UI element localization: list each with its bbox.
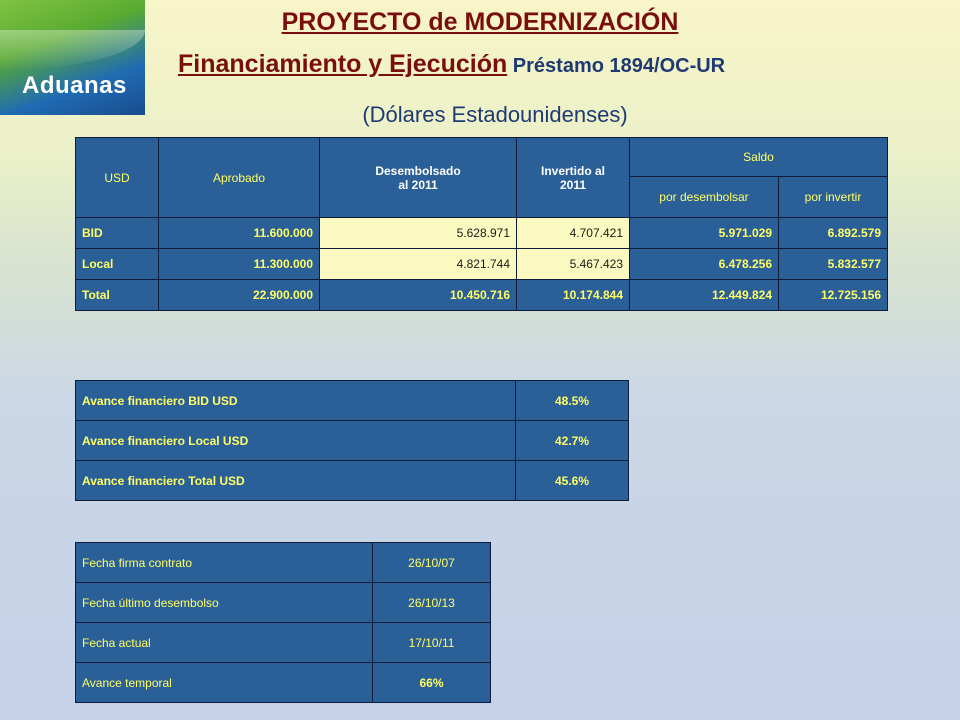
- col-header-por-invertir: por invertir: [779, 177, 888, 218]
- cell-invertido: 4.707.421: [517, 218, 630, 249]
- page-subtitle-line: [178, 50, 725, 79]
- progress-value: 42.7%: [516, 421, 629, 461]
- col-header-usd: USD: [76, 138, 159, 218]
- table-row: [76, 623, 491, 663]
- finance-table: [75, 137, 888, 311]
- col-header-invertido-l2: 2011: [559, 177, 587, 192]
- col-header-por-desembolsar: por desembolsar: [630, 177, 779, 218]
- cell-invertido: 10.174.844: [517, 280, 630, 311]
- col-header-aprobado: Aprobado: [159, 138, 320, 218]
- table-row: [76, 421, 629, 461]
- col-header-desembolsado-l2: al 2011: [398, 177, 438, 192]
- date-value: 26/10/07: [373, 543, 491, 583]
- date-label: Fecha actual: [76, 623, 373, 663]
- progress-value: 45.6%: [516, 461, 629, 501]
- row-label: BID: [76, 218, 159, 249]
- cell-por-invertir: 12.725.156: [779, 280, 888, 311]
- date-label: Fecha último desembolso: [76, 583, 373, 623]
- cell-desembolsado: 4.821.744: [320, 249, 517, 280]
- date-value: 17/10/11: [373, 623, 491, 663]
- date-value: 26/10/13: [373, 583, 491, 623]
- col-header-invertido: [517, 138, 630, 218]
- table-row: [76, 218, 888, 249]
- dates-table: [75, 542, 491, 703]
- row-label: Local: [76, 249, 159, 280]
- cell-por-desembolsar: 6.478.256: [630, 249, 779, 280]
- progress-value: 48.5%: [516, 381, 629, 421]
- cell-aprobado: 22.900.000: [159, 280, 320, 311]
- section-title: Financiamiento y Ejecución: [178, 50, 508, 78]
- date-label: Avance temporal: [76, 663, 373, 703]
- cell-por-desembolsar: 12.449.824: [630, 280, 779, 311]
- col-header-desembolsado-l1: Desembolsado: [375, 163, 461, 178]
- table-header-row: [76, 138, 888, 177]
- cell-invertido: 5.467.423: [517, 249, 630, 280]
- cell-por-invertir: 5.832.577: [779, 249, 888, 280]
- progress-label: Avance financiero Local USD: [76, 421, 516, 461]
- cell-aprobado: 11.300.000: [159, 249, 320, 280]
- currency-note: (Dólares Estadounidenses): [362, 102, 628, 127]
- progress-label: Avance financiero BID USD: [76, 381, 516, 421]
- table-row: [76, 543, 491, 583]
- table-row: [76, 663, 491, 703]
- progress-label: Avance financiero Total USD: [76, 461, 516, 501]
- col-header-saldo: Saldo: [630, 138, 888, 177]
- cell-por-invertir: 6.892.579: [779, 218, 888, 249]
- table-row: [76, 249, 888, 280]
- table-row-total: [76, 280, 888, 311]
- cell-desembolsado: 5.628.971: [320, 218, 517, 249]
- progress-table: [75, 380, 629, 501]
- table-row: [76, 583, 491, 623]
- cell-por-desembolsar: 5.971.029: [630, 218, 779, 249]
- table-row: [76, 381, 629, 421]
- loan-label: Préstamo 1894/OC-UR: [507, 55, 726, 77]
- page-title: PROYECTO de MODERNIZACIÓN: [281, 8, 679, 36]
- logo-text: Aduanas: [22, 72, 127, 99]
- row-label: Total: [76, 280, 159, 311]
- cell-desembolsado: 10.450.716: [320, 280, 517, 311]
- date-label: Fecha firma contrato: [76, 543, 373, 583]
- col-header-desembolsado: [320, 138, 517, 218]
- date-value: 66%: [373, 663, 491, 703]
- col-header-invertido-l1: Invertido al: [540, 163, 605, 178]
- table-row: [76, 461, 629, 501]
- cell-aprobado: 11.600.000: [159, 218, 320, 249]
